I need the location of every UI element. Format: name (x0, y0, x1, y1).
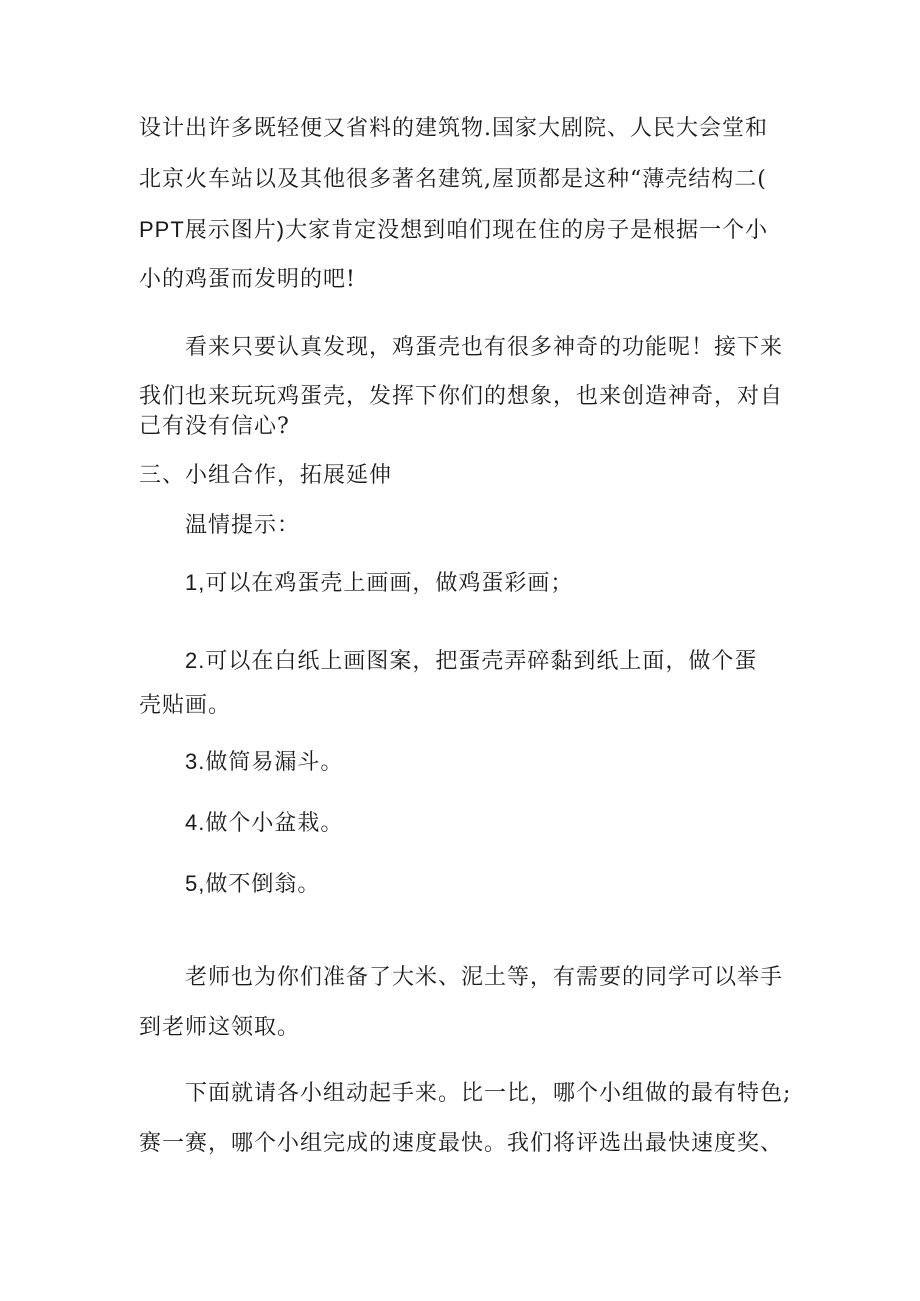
list-item: 4.做个小盆栽。 (185, 810, 344, 835)
section-heading: 三、小组合作，拓展延伸 (139, 463, 393, 488)
text-line: 己有没有信心? (139, 414, 290, 439)
list-item: 5,做不倒翁。 (185, 871, 321, 896)
text-line: 到老师这领取。 (139, 1015, 301, 1040)
list-item-continuation: 壳贴画。 (139, 693, 232, 718)
text-line: 设计出许多既轻便又省料的建筑物.国家大剧院、人民大会堂和 (139, 116, 768, 141)
text-line: 赛一赛，哪个小组完成的速度最快。我们将评选出最快速度奖、 (139, 1131, 784, 1156)
text-line: 北京火车站以及其他很多著名建筑,屋顶都是这种“薄壳结构二( (139, 167, 767, 192)
paragraph-start-line: 老师也为你们准备了大米、泥土等，有需要的同学可以举手 (185, 965, 784, 990)
paragraph-start-line: 下面就请各小组动起手来。比一比，哪个小组做的最有特色; (185, 1081, 792, 1106)
list-item: 3.做简易漏斗。 (185, 749, 344, 774)
text-line: 我们也来玩玩鸡蛋壳，发挥下你们的想象，也来创造神奇，对自 (139, 384, 784, 409)
list-item: 1,可以在鸡蛋壳上画画，做鸡蛋彩画； (185, 570, 574, 595)
list-item: 2.可以在白纸上画图案，把蛋壳弄碎黏到纸上面，做个蛋 (185, 648, 758, 673)
paragraph-start-line: 看来只要认真发现，鸡蛋壳也有很多神奇的功能呢！接下来 (185, 335, 784, 360)
text-line: PPT展示图片)大家肯定没想到咱们现在住的房子是根据一个小 (139, 217, 769, 242)
text-line: 小的鸡蛋而发明的吧! (139, 267, 356, 292)
tip-heading: 温情提示： (185, 513, 301, 538)
